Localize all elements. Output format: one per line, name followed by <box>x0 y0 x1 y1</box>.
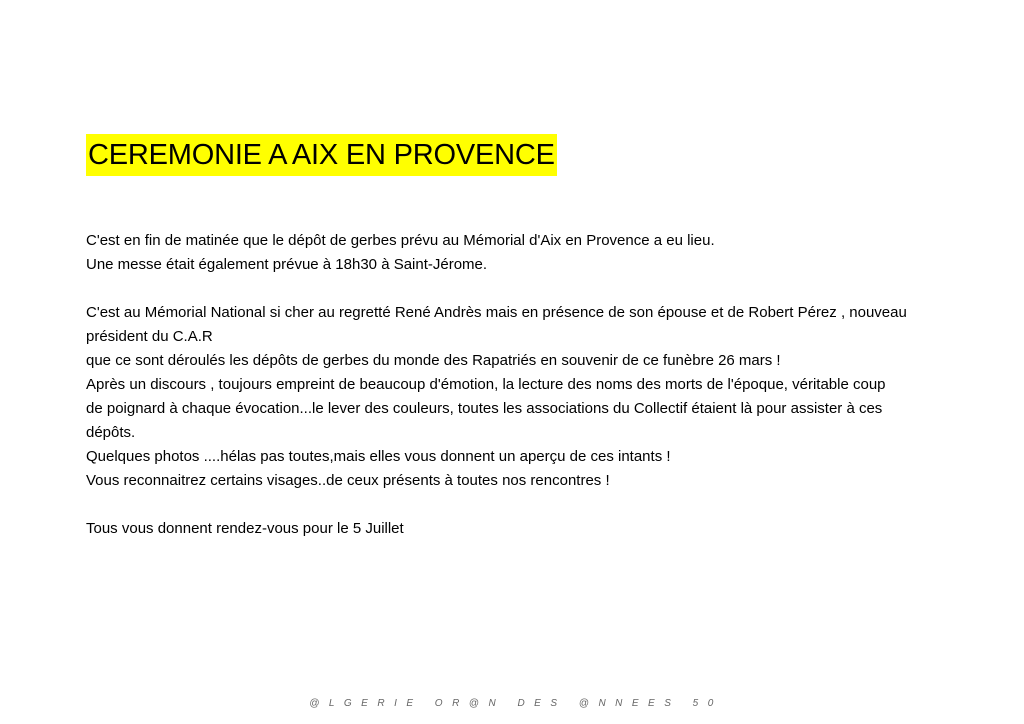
text-line: Après un discours , toujours empreint de beaucoup d'émotion, la lecture des noms des morts de l'époque, véritable coup <box>86 376 886 393</box>
text-line: que ce sont déroulés les dépôts de gerbes du monde des Rapatriés en souvenir de ce funèbre 26 mars ! <box>86 352 781 369</box>
text-line: Tous vous donnent rendez-vous pour le 5 Juillet <box>86 520 404 537</box>
paragraph-gap <box>86 277 946 301</box>
article-body <box>86 229 946 541</box>
text-line: dépôts. <box>86 424 136 441</box>
text-line: Vous reconnaitrez certains visages..de ceux présents à toutes nos rencontres ! <box>86 472 610 489</box>
page-title: CEREMONIE A AIX EN PROVENCE <box>86 134 557 176</box>
text-line: C'est en fin de matinée que le dépôt de gerbes prévu au Mémorial d'Aix en Provence a eu lieu. <box>86 232 715 249</box>
text-line: C'est au Mémorial National si cher au regretté René Andrès mais en présence de son épouse et de Robert Pérez , nouveau <box>86 304 907 321</box>
text-line: de poignard à chaque évocation...le lever des couleurs, toutes les associations du Collectif étaient là pour assister à ces <box>86 400 883 417</box>
text-line: président du C.A.R <box>86 328 213 345</box>
text-line: Une messe était également prévue à 18h30 à Saint-Jérome. <box>86 256 488 273</box>
page-footer: @LGERIE OR@N DES @NNEES 50 <box>309 698 723 709</box>
paragraph-gap <box>86 493 946 517</box>
text-line: Quelques photos ....hélas pas toutes,mais elles vous donnent un aperçu de ces intants ! <box>86 448 671 465</box>
